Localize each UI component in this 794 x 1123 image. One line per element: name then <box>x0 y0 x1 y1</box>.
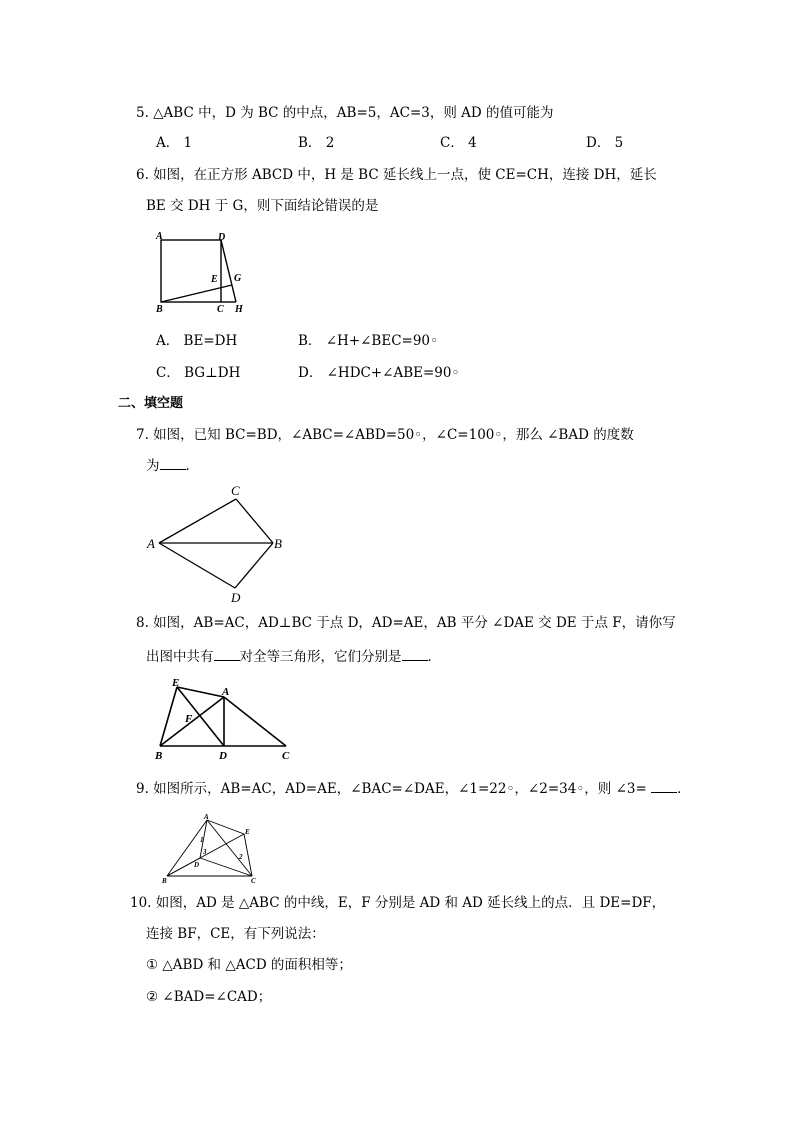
q9-answer-blank[interactable] <box>651 780 677 793</box>
q8-label-e: E <box>172 677 180 689</box>
q9-label-a: A <box>204 813 209 821</box>
q6-option-a: A． BE=DH <box>156 333 238 349</box>
section-heading-fill-blank: 二、填空题 <box>118 396 184 411</box>
q7-label-c: C <box>231 483 240 498</box>
q9-stem <box>136 780 691 798</box>
q8-label-b: B <box>155 750 163 762</box>
q6-label-a: A <box>156 231 163 242</box>
q7-answer-blank[interactable] <box>160 457 186 470</box>
q9-label-2: 2 <box>239 853 243 861</box>
q6-option-c: C． BG⊥DH <box>156 365 241 381</box>
q8-label-c: C <box>282 750 290 762</box>
q7-stem-line2-pre: 为 <box>146 458 160 474</box>
q9-stem-post: ． <box>677 781 691 797</box>
q6-square-figure <box>150 228 260 318</box>
q8-label-d: D <box>219 750 227 762</box>
q6-stem-line2: BE 交 DH 于 G，则下面结论错误的是 <box>146 198 379 214</box>
q7-label-a: A <box>147 536 155 551</box>
q9-label-b: B <box>162 877 167 885</box>
q8-line-ac <box>224 697 286 746</box>
q6-label-h: H <box>235 304 243 315</box>
q8-stem-line2-b: 对全等三角形，它们分别是 <box>239 649 402 665</box>
q6-option-d: D． ∠HDC+∠ABE=90◦ <box>298 365 460 381</box>
q6-label-c: C <box>217 304 224 315</box>
q6-label-e: E <box>211 274 218 285</box>
q6-label-d: D <box>218 232 226 243</box>
q9-label-d: D <box>194 861 200 869</box>
q9-line-ab <box>167 820 207 876</box>
q10-item-1: ① △ABD 和 △ACD 的面积相等； <box>146 957 352 973</box>
q7-stem-line1: 7. 如图，已知 BC=BD，∠ABC=∠ABD=50◦，∠C=100◦，那么 ∠BAD 的度数 <box>136 427 634 443</box>
q5-option-a: A． 1 <box>156 135 193 151</box>
q5-option-d: D． 5 <box>586 135 624 151</box>
q6-stem-line1: 6. 如图，在正方形 ABCD 中，H 是 BC 延长线上一点，使 CE=CH，连接 DH，延长 <box>136 167 657 183</box>
q6-label-g: G <box>234 273 242 284</box>
q7-line-ac <box>159 499 236 543</box>
q5-option-b: B． 2 <box>298 135 335 151</box>
q6-option-b: B． ∠H+∠BEC=90◦ <box>298 333 438 349</box>
q7-label-d: D <box>231 590 241 604</box>
q8-stem-line1: 8. 如图，AB=AC，AD⊥BC 于点 D，AD=AE，AB 平分 ∠DAE 交 DE 于点 F，请你写 <box>136 615 676 631</box>
q9-triangle-figure <box>158 812 270 888</box>
q5-stem: 5. △ABC 中，D 为 BC 的中点，AB=5，AC=3，则 AD 的值可能为 <box>136 105 554 121</box>
q6-label-b: B <box>156 304 163 315</box>
q7-line-db <box>235 543 273 588</box>
q8-label-f: F <box>185 713 193 725</box>
q10-stem-line2: 连接 BF，CE，有下列说法： <box>146 926 325 942</box>
q7-label-b: B <box>274 536 282 551</box>
q8-stem-line2 <box>146 648 441 666</box>
q9-label-3: 3 <box>203 848 207 856</box>
q8-pairs-blank[interactable] <box>402 648 428 661</box>
q8-label-a: A <box>222 686 230 698</box>
q5-option-c: C． 4 <box>440 135 477 151</box>
q6-square <box>161 240 221 302</box>
q7-kite-figure <box>145 482 295 604</box>
q8-stem-line2-c: ． <box>427 649 441 665</box>
q7-line-ad <box>159 543 235 588</box>
q8-count-blank[interactable] <box>214 648 240 661</box>
q8-line-eb <box>160 687 177 746</box>
q9-label-e: E <box>245 828 250 836</box>
q8-stem-line2-a: 出图中共有 <box>146 649 214 665</box>
q9-stem-pre: 9. 如图所示，AB=AC，AD=AE，∠BAC=∠DAE，∠1=22◦，∠2=34◦，则 ∠3= <box>136 781 647 797</box>
q10-item-2: ② ∠BAD=∠CAD； <box>146 989 272 1005</box>
q8-triangle-figure <box>150 675 300 765</box>
q7-line-cb <box>236 499 273 543</box>
q9-label-1: 1 <box>200 836 204 844</box>
q9-label-c: C <box>251 877 256 885</box>
q9-line-ce <box>244 834 252 876</box>
q7-stem-line2 <box>146 457 199 475</box>
q7-stem-line2-post: ． <box>185 458 199 474</box>
q6-line-dh <box>221 240 236 302</box>
q10-stem-line1: 10. 如图，AD 是 △ABC 的中线，E，F 分别是 AD 和 AD 延长线上的点．且 DE=DF， <box>130 895 666 911</box>
